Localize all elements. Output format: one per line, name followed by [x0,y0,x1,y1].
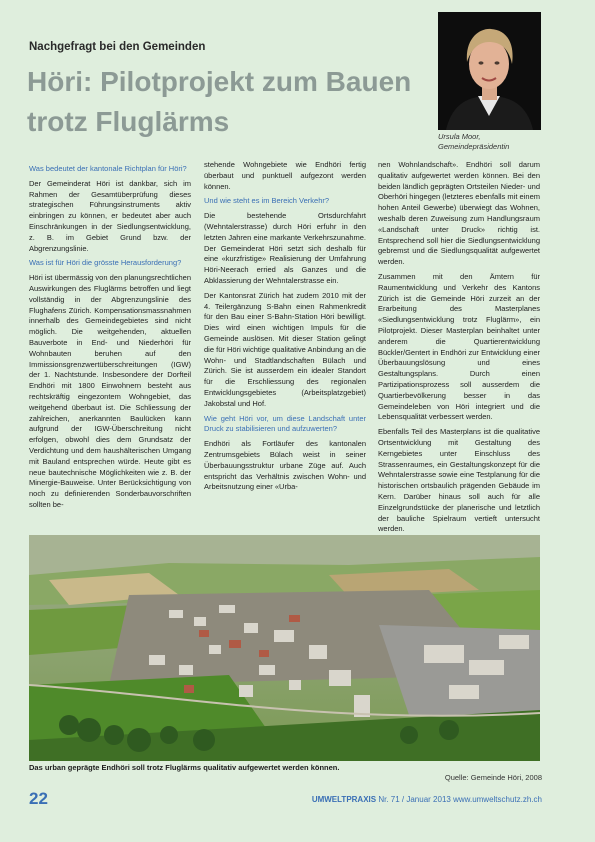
portrait-caption [438,132,568,152]
headline-line-2: trotz Fluglärms [27,106,230,137]
body-paragraph: nen Wohnlandschaft». Endhöri soll darum qualitativ aufgewertet werden können. Bei den beiden ländlich geprägten Ortsteilen Nieder- und Oberhöri hingegen (letzteres ebenfalls mit einem hohen Anteil Gewerbe) überwiegt das Wohnen, weshalb deren Zuweisung zum Handlungsraum «Landschaft unter Druck» richtig ist. Entsprechend soll hier die Siedlungsentwicklung gebremst und die Siedlungsqualität aufgewertet werden. [378,160,540,267]
body-paragraph: stehende Wohngebiete wie Endhöri fertig überbaut und punktuell aufgezont werden können. [204,160,366,191]
body-paragraph: Endhöri als Fortläufer des kantonalen Zentrumsgebiets Bülach weist in seiner Überbauungsstruktur urbane Züge auf. Auch entspricht das Verhältnis zwischen Wohn- und Arbeitsnutzung einer «Urba- [204,439,366,492]
headline-line-1: Höri: Pilotprojekt zum Bauen [27,66,412,97]
portrait-role: Gemeindepräsidentin [438,142,510,151]
aerial-photo [29,535,540,761]
page-number: 22 [29,789,48,808]
portrait-photo [438,12,541,130]
body-paragraph: Zusammen mit den Ämtern für Raumentwicklung und Verkehr des Kantons Zürich ist die Gemeinde Höri zurzeit an der Erarbeitung des Masterplanes «Siedlungsentwicklung trotz Fluglärm», ein Pilotprojekt. Dieser Masterplan beinhaltet unter anderem die Quartierentwicklung Bückler/Gentert in Endhöri zur Entwicklung einer Überbauungslösung und eines Gestaltungsplans. Durch einen Partizipationsprozess soll ausserdem die Quartierbevölkerung besser in das Gemeindeleben von Höri integriert und die Lebensqualität verbessert werden. [378,271,540,422]
kicker: Nachgefragt bei den Gemeinden [29,41,206,53]
body-paragraph: Die bestehende Ortsdurchfahrt (Wehntalerstrasse) durch Höri erfuhr in den letzten Jahren eine markante Verkehrszunahme. Der Gemeinderat Höri setzt sich deshalb für eine «kurzfristige» Realisierung der Umfahrung Höri-Neerach erried als Ganzes und die Abklassierung der Wehntalerstrasse ein. [204,211,366,285]
footer-url[interactable]: www.umweltschutz.zh.ch [453,795,542,804]
text-column-2 [204,160,366,497]
photo-caption: Das urban geprägte Endhöri soll trotz Fluglärms qualitativ aufgewertet werden können. [29,763,340,772]
text-column-1 [29,160,191,515]
body-paragraph: Höri ist übermässig von den planungsrechtlichen Auswirkungen des Fluglärms betroffen und liegt vollständig in der Abgrenzungslinie des Flughafens Zürich. Kompensationsmassnahmen innerhalb des Gemeindegebietes sind nicht möglich. Die weitgehenden, aktuellen Bauverbote in End- und Niederhöri für Wohnbauten beruhen auf den Immissionsgrenzwertüberschreitungen (IGW) der 1. Nachtstunde. Insbesondere der Dorfteil Endhöri mit 1800 Einwohnern besteht aus rechtskräftig eingezontem Wohngebiet, das weitgehend überbaut ist. Die Schliessung der zahlreichen, anerkannten Baulücken kann aufgrund der IGW-Überschreitung nicht erfolgen, obwohl dies dem Grundsatz der Verdichtung und dem haushälterischen Umgang mit Bauland entsprechen würde. Heute gibt es neue bautechnische Möglichkeiten wie z. B. der Minergie-Bauweise. Unter Berücksichtigung von noch zu definierenden Sonderbauvorschriften sollten be- [29,273,191,509]
question-heading: Was ist für Höri die grösste Herausforderung? [29,258,182,268]
footer-issue: Nr. 71 / Januar 2013 [378,795,451,804]
photo-source: Quelle: Gemeinde Höri, 2008 [444,773,542,782]
text-column-3 [378,160,540,539]
question-heading: Wie geht Höri vor, um diese Landschaft unter Druck zu stabilisieren und aufzuwerten? [204,413,366,434]
body-paragraph: Ebenfalls Teil des Masterplans ist die qualitative Ortsentwicklung mit Gestaltung des Kerngebietes unter Einschluss des Strassenraumes, ein Gestaltungskonzept für die Wehntalerstrasse sowie eine Testplanung für die historischen ortsbaulich prägenden Gebäude im Kern. Darüber hinaus soll auch für alle Einzelgrundstücke der planerische und letztlich der bauliche Spielraum vertieft untersucht werden. [378,427,540,534]
body-paragraph: Der Kantonsrat Zürich hat zudem 2010 mit der 4. Teilergänzung S-Bahn einen Rahmenkredit für den Bau einer S-Bahn-Station Höri bewilligt. Dies wird einen wichtigen Impuls für die Gemeinde auslösen. Mit dieser Station gelingt die für Höri wichtige qualitative Anbindung an die Wohn- und Stadtlandschaften Bülach und Zürich. Sie ist ausserdem ein idealer Standort für die Erschliessung des regionalen Entwicklungsgebietes (Arbeitsplatzgebiet) Jakobstal und Hof. [204,290,366,408]
body-paragraph: Der Gemeinderat Höri ist dankbar, sich im Rahmen der Gesamtüberprüfung dieses strategischen Führungsinstruments aktiv einbringen zu können, er bedeutet aber auch Einschränkungen in der Siedlungsentwicklung, z. B. im Gebiet Grund bzw. der Abgrenzungslinie. [29,178,191,253]
footer [312,795,542,804]
portrait-name: Ursula Moor, [438,132,481,141]
headline [27,62,427,142]
question-heading: Und wie steht es im Bereich Verkehr? [204,196,330,206]
footer-publication: UMWELTPRAXIS [311,795,377,804]
question-heading: Was bedeutet der kantonale Richtplan für Höri? [29,164,187,173]
